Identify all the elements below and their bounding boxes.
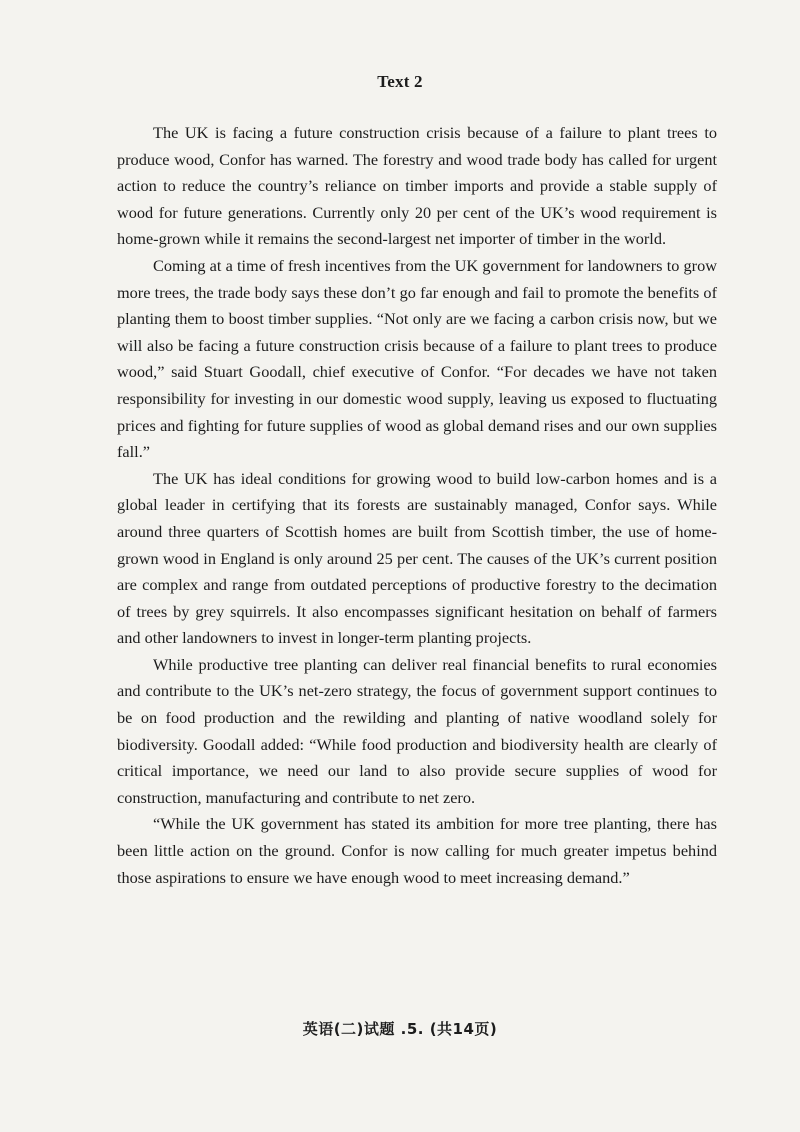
text-title: Text 2 xyxy=(377,72,423,91)
page-footer: 英语(二)试题 .5. (共14页) xyxy=(302,1020,498,1038)
paragraph-2: Coming at a time of fresh incentives from the UK government for landowners to grow more trees, the trade body says these don’t go far enough and fail to promote the benefits of planting them to boost timber supplies. “Not only are we facing a carbon crisis now, but we will also be facing a future construction crisis because of a failure to plant trees to produce wood,” said Stuart Goodall, chief executive of Confor. “For decades we have not taken responsibility for investing in our domestic wood supply, leaving us exposed to fluctuating prices and fighting for future supplies of wood as global demand rises and our own supplies fall.” xyxy=(117,255,717,462)
paragraph-1: The UK is facing a future construction crisis because of a failure to plant trees to produce wood, Confor has warned. The forestry and wood trade body has called for urgent action to reduce the country’s reliance on timber imports and provide a stable supply of wood for future generations. Currently only 20 per cent of the UK’s wood requirement is home-grown while it remains the second-largest net importer of timber in the world. xyxy=(117,123,717,249)
passage-body xyxy=(117,120,717,891)
paragraph-3: The UK has ideal conditions for growing wood to build low-carbon homes and is a global leader in certifying that its forests are sustainably managed, Confor says. While around three quarters of Scottish homes are built from Scottish timber, the use of home-grown wood in England is only around 25 per cent. The causes of the UK’s current position are complex and range from outdated perceptions of productive forestry to the decimation of trees by grey squirrels. It also encompasses significant hesitation on behalf of farmers and other landowners to invest in longer-term planting projects. xyxy=(117,468,717,648)
paragraph-4: While productive tree planting can deliver real financial benefits to rural economies and contribute to the UK’s net-zero strategy, the focus of government support continues to be on food production and the rewilding and planting of native woodland solely for biodiversity. Goodall added: “While food production and biodiversity health are clearly of critical importance, we need our land to also provide secure supplies of wood for construction, manufacturing and contribute to net zero. xyxy=(117,654,717,807)
paragraph-5: “While the UK government has stated its ambition for more tree planting, there has been little action on the ground. Confor is now calling for much greater impetus behind those aspirations to ensure we have enough wood to meet increasing demand.” xyxy=(117,814,717,887)
